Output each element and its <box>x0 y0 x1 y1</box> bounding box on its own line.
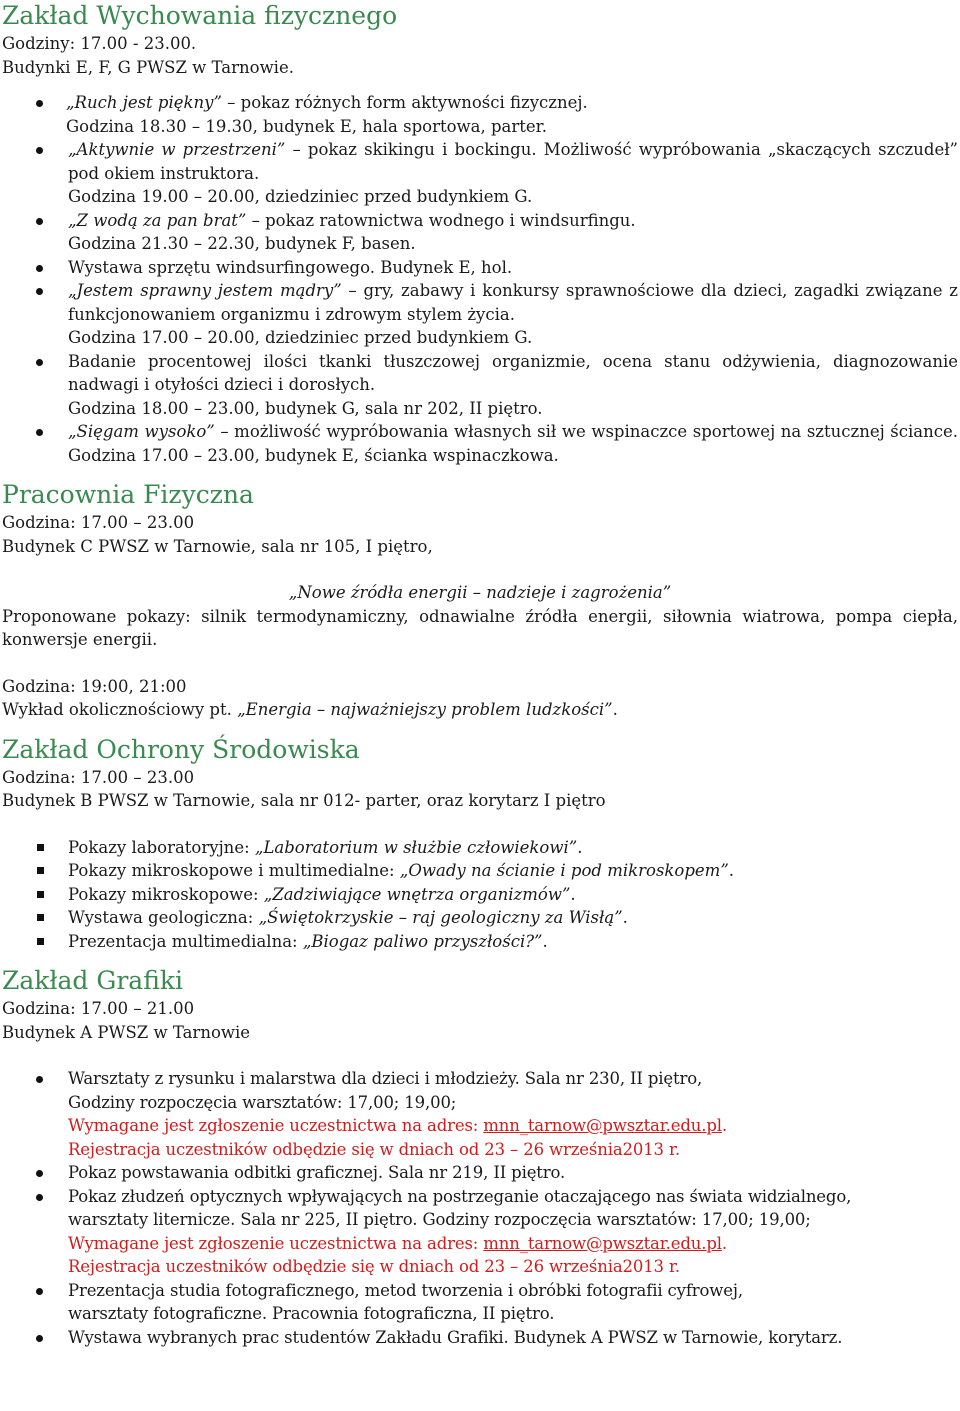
item-text: Wystawa sprzętu windsurfingowego. Budynek E, hol. <box>68 257 513 277</box>
item-label: Pokazy mikroskopowe i multimedialne: <box>68 861 400 880</box>
pf-subtitle-text: „Nowe źródła energii – nadzieje i zagrożenia” <box>288 583 672 602</box>
pf-lecture-label: Wykład okolicznościowy pt. <box>2 700 238 719</box>
bullet-icon <box>36 288 43 295</box>
zg-hours: Godzina: 17.00 – 21.00 <box>2 999 195 1018</box>
item-end: . <box>728 861 735 880</box>
item-end: . <box>577 837 583 857</box>
notice-end: . <box>721 1233 728 1253</box>
bullet-icon <box>36 429 43 436</box>
bullet-icon <box>36 1076 43 1083</box>
list-item <box>2 256 958 280</box>
square-bullet-icon <box>37 914 44 921</box>
bullet-icon <box>36 1288 43 1295</box>
list-item <box>2 1161 958 1185</box>
item-text: – pokaz różnych form aktywności fizycznej. <box>221 93 588 112</box>
item-text: warsztaty liternicze. Sala nr 225, II piętro. Godziny rozpoczęcia warsztatów: 17,00; 19,00; <box>68 1210 811 1229</box>
item-detail: Godzina 17.00 – 20.00, dziedziniec przed budynkiem G. <box>68 328 533 347</box>
list-item <box>2 930 958 954</box>
item-title: „Laboratorium w służbie człowiekowi” <box>254 837 578 857</box>
item-text: warsztaty fotograficzne. Pracownia fotograficzna, II piętro. <box>68 1304 555 1323</box>
item-text: – pokaz ratownictwa wodnego i windsurfingu. <box>246 210 636 230</box>
item-text: – pokaz skikingu i bockingu. Możliwość wypróbowania „skaczących szczudeł” pod okiem instruktora. <box>68 140 958 183</box>
item-text: Wystawa wybranych prac studentów Zakładu Grafiki. Budynek A PWSZ w Tarnowie, korytarz. <box>68 1327 843 1347</box>
registration-dates: Rejestracja uczestników odbędzie się w dniach od 23 – 26 września2013 r. <box>68 1257 681 1276</box>
item-detail: Godzina 19.00 – 20.00, dziedziniec przed budynkiem G. <box>68 187 533 206</box>
pf-lecture <box>2 698 958 722</box>
zos-hours: Godzina: 17.00 – 23.00 <box>2 767 195 787</box>
item-text: Pokaz powstawania odbitki graficznej. Sala nr 219, II piętro. <box>68 1163 566 1182</box>
pf-shows: Proponowane pokazy: silnik termodynamiczny, odnawialne źródła energii, siłownia wiatrowa, pompa ciepła, konwersje energii. <box>2 606 958 649</box>
square-bullet-icon <box>37 891 44 898</box>
item-end: . <box>622 908 628 927</box>
wf-list <box>2 91 958 467</box>
item-detail: Godzina 21.30 – 22.30, budynek F, basen. <box>68 234 416 253</box>
pf-lecture-end: . <box>612 700 618 719</box>
bullet-icon <box>36 1335 43 1342</box>
item-end: . <box>542 931 548 951</box>
bullet-icon <box>36 265 43 272</box>
item-text: Pokaz złudzeń optycznych wpływających na postrzeganie otaczającego nas świata widzialnego, <box>68 1186 852 1206</box>
bullet-icon <box>36 359 43 366</box>
wf-hours: Godziny: 17.00 - 23.00. <box>2 34 197 53</box>
document-page <box>2 0 958 1349</box>
item-text: – gry, zabawy i konkursy sprawnościowe dla dzieci, zagadki związane z funkcjonowaniem organizmu i zdrowym stylem życia. <box>68 281 959 324</box>
item-title: „Zadziwiające wnętrza organizmów” <box>263 884 571 904</box>
section-title-zg: Zakład Grafiki <box>2 966 184 995</box>
item-text: Badanie procentowej ilości tkanki tłuszczowej organizmie, ocena stanu odżywienia, diagnozowanie nadwagi i otyłości dzieci i dorosłych. <box>68 351 958 394</box>
item-label: Pokazy mikroskopowe: <box>68 884 264 904</box>
list-item <box>2 138 958 209</box>
item-text: Godziny rozpoczęcia warsztatów: 17,00; 19,00; <box>68 1092 457 1112</box>
zg-list <box>2 1067 958 1349</box>
square-bullet-icon <box>37 938 44 945</box>
item-end: . <box>570 884 576 904</box>
item-text: – możliwość wypróbowania własnych sił we wspinaczce sportowej na sztucznej ściance. Godzina 17.00 – 23.00, budynek E, ścianka wspinaczkowa. <box>68 422 958 465</box>
notice-text: Wymagane jest zgłoszenie uczestnictwa na adres: <box>68 1233 484 1253</box>
item-text: Warsztaty z rysunku i malarstwa dla dzieci i młodzieży. Sala nr 230, II piętro, <box>68 1069 703 1088</box>
section-title-wf: Zakład Wychowania fizycznego <box>2 1 398 30</box>
item-title: „Owady na ścianie i pod mikroskopem” <box>399 861 729 880</box>
email-link[interactable]: mnn_tarnow@pwsztar.edu.pl <box>483 1116 722 1135</box>
registration-notice <box>68 1116 727 1135</box>
item-detail: Godzina 18.30 – 19.30, budynek E, hala sportowa, parter. <box>66 116 547 136</box>
list-item <box>2 859 958 883</box>
square-bullet-icon <box>37 867 44 874</box>
item-title: „Ruch jest piękny” <box>66 93 222 112</box>
wf-place: Budynki E, F, G PWSZ w Tarnowie. <box>2 57 294 77</box>
email-link[interactable]: mnn_tarnow@pwsztar.edu.pl <box>483 1233 722 1253</box>
list-item <box>2 350 958 421</box>
notice-text: Wymagane jest zgłoszenie uczestnictwa na adres: <box>68 1116 484 1135</box>
list-item <box>2 883 958 907</box>
pf-hours2: Godzina: 19:00, 21:00 <box>2 676 187 696</box>
pf-lecture-title: „Energia – najważniejszy problem ludzkości” <box>237 700 613 719</box>
item-label: Wystawa geologiczna: <box>68 908 259 927</box>
bullet-icon <box>36 147 43 154</box>
registration-dates: Rejestracja uczestników odbędzie się w dniach od 23 – 26 września2013 r. <box>68 1139 681 1159</box>
list-item <box>2 209 958 256</box>
item-title: „Biogaz paliwo przyszłości?” <box>302 931 543 951</box>
item-title: „Sięgam wysoko” <box>68 422 215 441</box>
list-item <box>2 1326 958 1350</box>
bullet-icon <box>36 1194 43 1201</box>
zos-place: Budynek B PWSZ w Tarnowie, sala nr 012- parter, oraz korytarz I piętro <box>2 791 606 810</box>
list-item <box>2 1279 958 1326</box>
item-label: Prezentacja multimedialna: <box>68 931 303 951</box>
list-item <box>2 1067 958 1161</box>
list-item <box>2 836 958 860</box>
bullet-icon <box>36 100 43 107</box>
item-title: „Aktywnie w przestrzeni” <box>68 140 286 159</box>
section-title-pf: Pracownia Fizyczna <box>2 480 254 509</box>
list-item <box>2 1185 958 1279</box>
bullet-icon <box>36 218 43 225</box>
list-item <box>2 279 958 350</box>
list-item <box>2 420 958 467</box>
item-label: Pokazy laboratoryjne: <box>68 837 255 857</box>
square-bullet-icon <box>37 844 44 851</box>
pf-subtitle <box>2 581 958 605</box>
registration-notice <box>68 1234 727 1253</box>
list-item <box>2 906 958 930</box>
item-text: Prezentacja studia fotograficznego, metod tworzenia i obróbki fotografii cyfrowej, <box>68 1280 743 1300</box>
pf-hours: Godzina: 17.00 – 23.00 <box>2 513 195 532</box>
item-detail: Godzina 18.00 – 23.00, budynek G, sala nr 202, II piętro. <box>68 398 543 418</box>
zg-place: Budynek A PWSZ w Tarnowie <box>2 1022 251 1042</box>
pf-place: Budynek C PWSZ w Tarnowie, sala nr 105, I piętro, <box>2 536 433 556</box>
section-title-zos: Zakład Ochrony Środowiska <box>2 734 360 764</box>
item-title: „Jestem sprawny jestem mądry” <box>68 281 342 300</box>
item-title: „Świętokrzyskie – raj geologiczny za Wisłą” <box>258 908 623 927</box>
zos-list <box>2 836 958 954</box>
notice-end: . <box>721 1116 728 1135</box>
list-item <box>2 91 958 138</box>
bullet-icon <box>36 1170 43 1177</box>
item-title: „Z wodą za pan brat” <box>68 210 247 230</box>
